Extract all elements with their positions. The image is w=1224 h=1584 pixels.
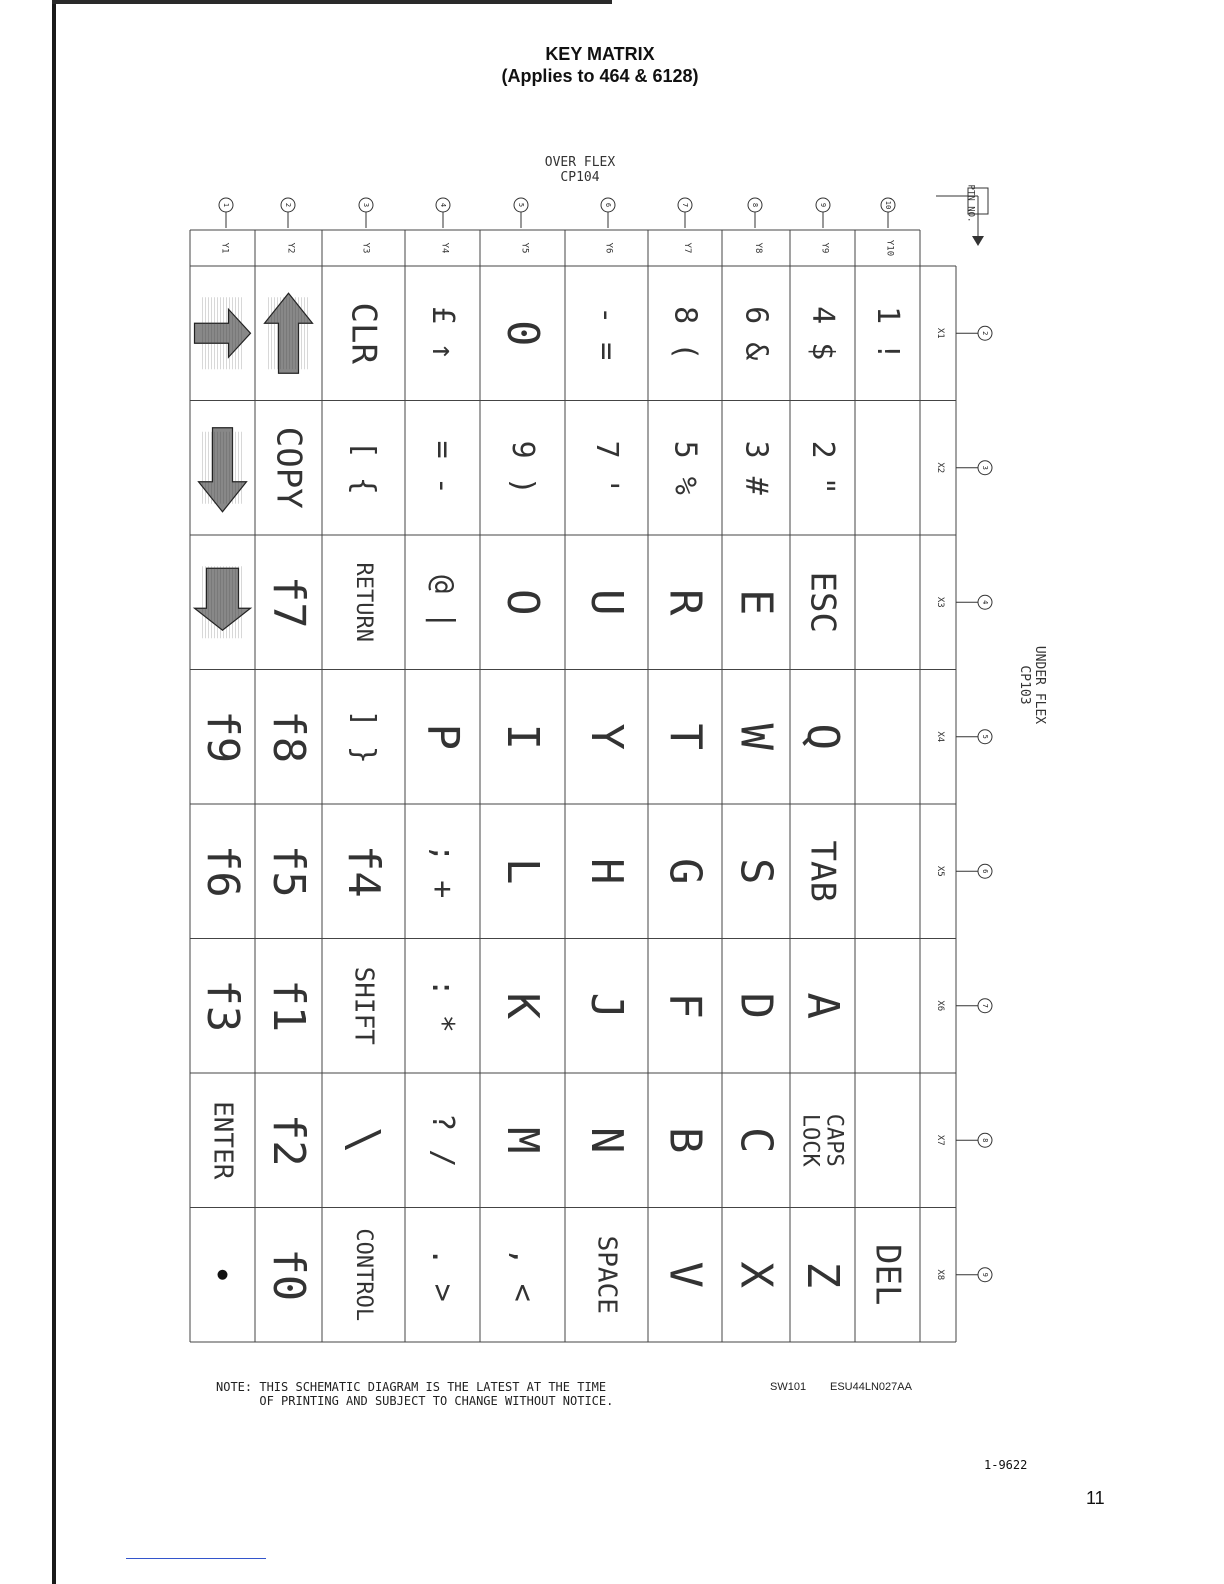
page-number: 11 — [1086, 1488, 1105, 1508]
schematic-note — [216, 1380, 613, 1408]
key-label: O — [497, 589, 548, 616]
key-label: B — [659, 1127, 711, 1154]
key-label: f8 — [263, 710, 314, 764]
column-header: Y4 — [439, 242, 450, 254]
key-label: @ | — [425, 575, 460, 630]
row-header: X1 — [935, 327, 945, 339]
key-label: : * — [425, 978, 460, 1033]
key-label: 7 ' — [589, 440, 624, 495]
column-pin-number: 10 — [884, 200, 892, 210]
key-label: G — [659, 858, 711, 885]
row-pin-number: 5 — [981, 734, 989, 739]
arrow-key-icon — [199, 428, 247, 512]
column-pin-number: 5 — [517, 202, 525, 208]
key-label: E — [730, 589, 782, 616]
key-label: £ ↑ — [425, 306, 460, 361]
column-pin-number: 3 — [362, 202, 370, 208]
column-header: Y8 — [753, 242, 763, 254]
row-header: X5 — [935, 865, 945, 877]
key-label: DEL — [867, 1244, 908, 1306]
key-label: M — [497, 1127, 548, 1154]
key-label: = - — [425, 440, 460, 495]
ptn-label: PTN NO. — [965, 184, 976, 223]
arrow-key-icon — [195, 566, 251, 638]
over-flex-name: OVER FLEX — [544, 155, 616, 170]
key-label: V — [659, 1261, 711, 1288]
row-header: X8 — [935, 1269, 945, 1281]
matrix-grid — [190, 230, 956, 1342]
column-pin-number: 1 — [222, 202, 230, 208]
key-label: 9 ) — [505, 440, 540, 495]
row-pin-number: 8 — [981, 1138, 989, 1143]
document-code: 1-9622 — [984, 1458, 1028, 1472]
key-label: - = — [589, 306, 624, 361]
column-pin-number: 8 — [751, 202, 759, 208]
key-label: L — [497, 858, 548, 885]
page-title: KEY MATRIX — [545, 44, 655, 64]
under-flex-name: UNDER FLEX — [1032, 645, 1047, 725]
key-label: 0 — [497, 320, 548, 347]
row-pin-number: 6 — [981, 869, 989, 874]
under-flex-part: CP103 — [1017, 665, 1032, 705]
column-header: Y10 — [884, 239, 895, 257]
key-label: Q — [797, 723, 848, 750]
switch-reference: SW101 — [770, 1381, 807, 1393]
ptn-arrow-head — [972, 236, 984, 246]
key-label: J — [581, 992, 632, 1019]
column-header: Y7 — [682, 242, 692, 254]
column-header: Y5 — [519, 242, 530, 254]
key-label: 6 & — [738, 306, 774, 361]
key-label: f2 — [263, 1113, 314, 1167]
key-label: ENTER — [207, 1101, 238, 1180]
key-label: f3 — [197, 979, 248, 1033]
key-label: TAB — [802, 840, 843, 902]
row-header: X2 — [935, 462, 945, 474]
key-label: N — [581, 1127, 632, 1154]
key-label: SPACE — [591, 1235, 622, 1314]
matrix-cells — [195, 293, 908, 1321]
row-pin-number: 7 — [981, 1003, 989, 1008]
note-line-2: OF PRINTING AND SUBJECT TO CHANGE WITHOUT NOTICE. — [216, 1394, 614, 1408]
key-label: S — [730, 858, 782, 885]
page-subtitle: (Applies to 464 & 6128) — [501, 66, 699, 86]
key-label: f4 — [338, 844, 389, 898]
key-label: ] } — [346, 709, 381, 764]
key-label: 2 " — [805, 440, 840, 495]
over-flex-part: CP104 — [560, 170, 600, 185]
key-label: T — [659, 723, 711, 750]
key-label: H — [581, 858, 632, 885]
key-label: 4 $ — [805, 306, 840, 361]
column-header: Y3 — [360, 242, 371, 254]
row-pin-number: 4 — [981, 600, 989, 605]
row-pin-number: 2 — [981, 331, 989, 336]
row-header: X6 — [935, 1000, 945, 1012]
row-header: X3 — [935, 596, 945, 608]
part-reference: ESU44LN027AA — [830, 1381, 912, 1393]
column-pin-number: 2 — [284, 202, 292, 208]
column-headers — [220, 240, 895, 256]
key-label: F — [659, 992, 711, 1019]
note-line-1: NOTE: THIS SCHEMATIC DIAGRAM IS THE LATEST AT THE TIME — [216, 1380, 607, 1394]
key-label: P — [417, 723, 468, 750]
column-header: Y2 — [285, 242, 296, 254]
key-label: K — [497, 992, 548, 1019]
row-header: X4 — [935, 731, 945, 743]
column-pin-number: 7 — [681, 202, 689, 208]
key-label: f5 — [263, 844, 314, 898]
dot-key-icon — [218, 1270, 228, 1280]
key-label: I — [497, 723, 548, 750]
key-label: U — [581, 589, 632, 616]
key-label: W — [730, 723, 782, 750]
key-label: f7 — [263, 575, 314, 629]
key-label: . > — [425, 1247, 460, 1302]
column-header: Y6 — [603, 242, 614, 254]
key-label: f0 — [263, 1248, 314, 1302]
key-label: CONTROL — [351, 1228, 376, 1322]
key-label: RETURN — [351, 562, 376, 642]
key-label: f9 — [197, 710, 248, 764]
key-label: A — [797, 992, 848, 1019]
column-pin-number: 4 — [439, 202, 447, 208]
key-label: 1 ! — [870, 306, 905, 361]
key-label: f1 — [263, 979, 314, 1033]
key-label: f6 — [197, 844, 248, 898]
key-label: D — [730, 992, 782, 1019]
footer-link-underline — [126, 1558, 266, 1559]
key-label: X — [730, 1261, 782, 1288]
column-header: Y1 — [219, 242, 230, 254]
key-label: Z — [797, 1261, 848, 1288]
key-label: 5 % — [667, 440, 703, 495]
key-label: SHIFT — [348, 966, 379, 1045]
key-label: 8 ( — [667, 306, 703, 361]
key-label: C — [730, 1127, 782, 1154]
key-label: ? / — [425, 1113, 460, 1168]
column-pin-number: 6 — [604, 202, 612, 208]
row-header: X7 — [935, 1134, 945, 1146]
key-label: COPY — [268, 426, 309, 509]
key-label: CLR — [343, 302, 384, 364]
row-pin-number: 9 — [981, 1272, 989, 1277]
column-header: Y9 — [819, 242, 830, 254]
arrow-key-icon — [195, 297, 251, 369]
row-pin-number: 3 — [981, 465, 989, 470]
key-label: Y — [581, 723, 632, 750]
key-label: , < — [505, 1247, 540, 1302]
key-label: CAPSLOCK — [797, 1113, 848, 1167]
key-label: ESC — [802, 571, 843, 633]
key-label: ; + — [425, 844, 460, 899]
key-label: \ — [338, 1127, 389, 1154]
column-pin-number: 9 — [819, 202, 827, 208]
key-label: R — [659, 589, 711, 616]
key-label: [ { — [346, 440, 381, 495]
key-label: 3 # — [738, 440, 774, 495]
arrow-key-icon — [265, 293, 313, 373]
